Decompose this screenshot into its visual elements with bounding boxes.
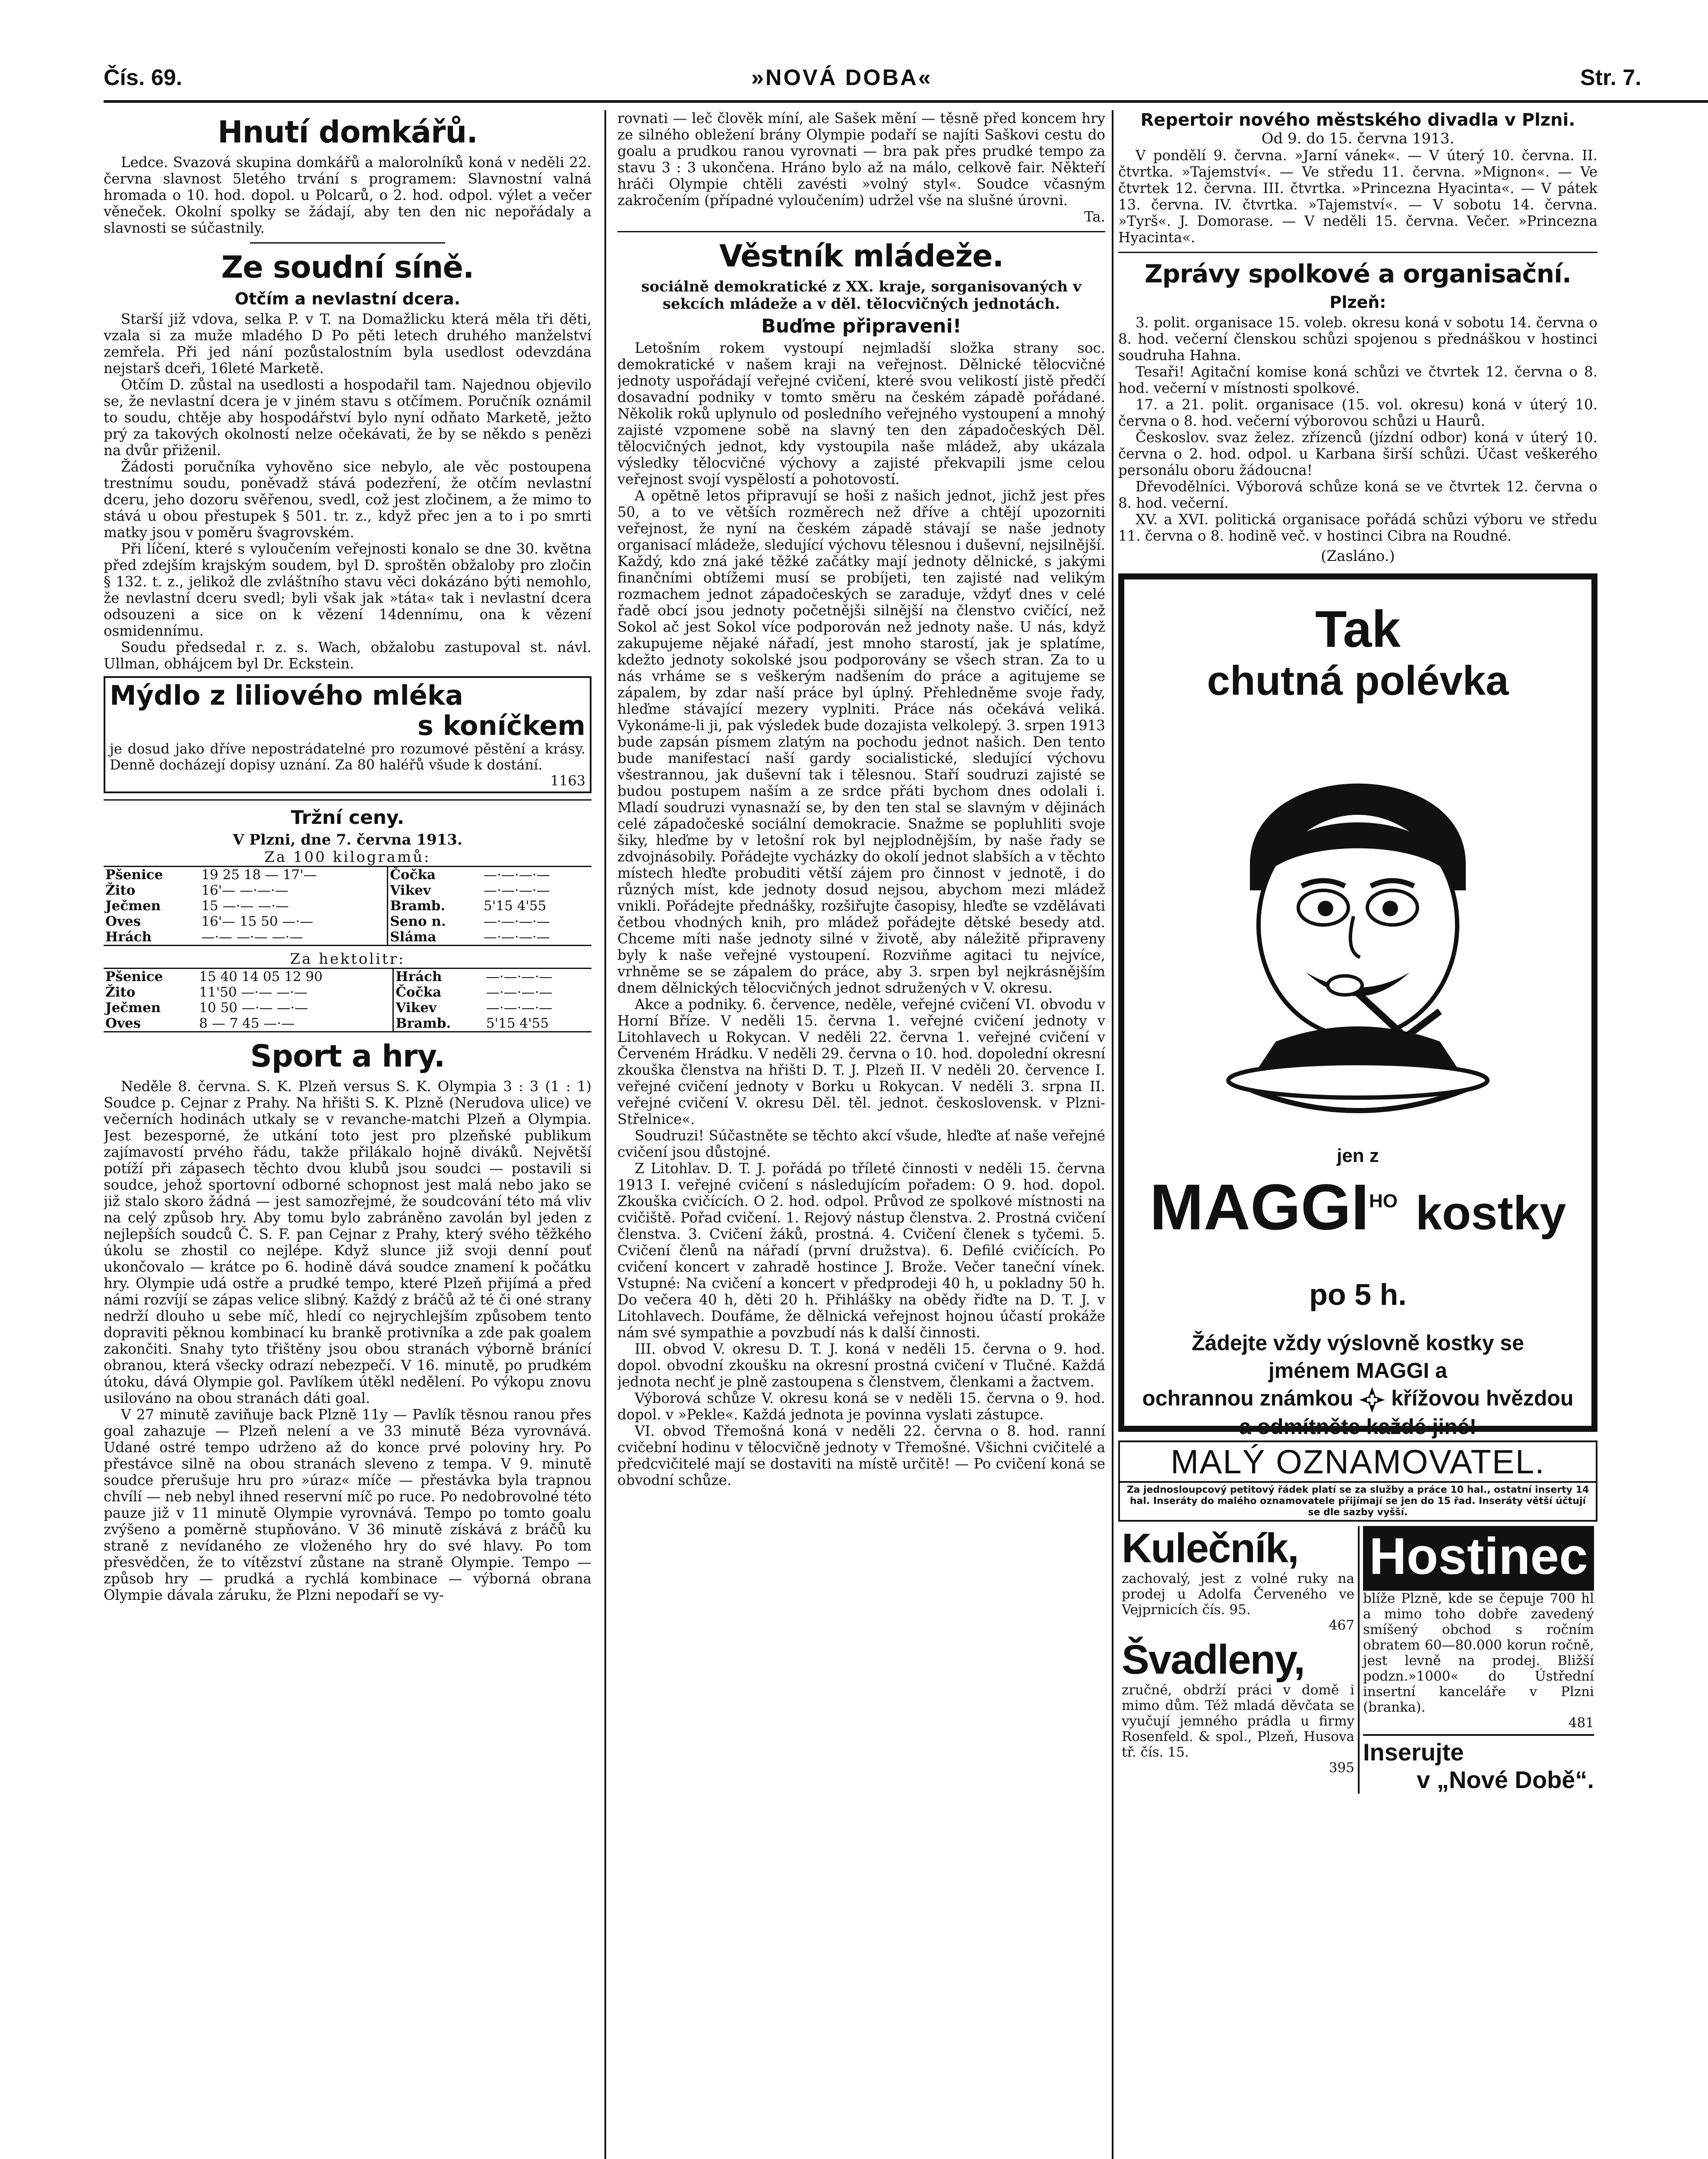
ad-number: 395 — [1328, 1760, 1354, 1776]
classifieds-box — [1118, 1440, 1597, 1522]
column-1 — [104, 110, 591, 2159]
commodity-name: Sláma — [388, 929, 482, 946]
commodity-name: Ječmen — [105, 898, 161, 914]
maggi-kostky: kostky — [1415, 1187, 1566, 1240]
commodity-price: 5'15 4'55 — [484, 1016, 591, 1032]
commodity-price: —·—·—·— — [484, 914, 550, 929]
divider — [250, 242, 445, 244]
soap-advertisement — [104, 676, 591, 793]
ad-text: zachovalý, jest z volné ruky na prodej u Adolfa Červeného ve Vejprnicích čís. 95. — [1122, 1571, 1354, 1618]
section-subtitle: sociálně demokratické z XX. kraje, sorganisovaných v sekcích mládeže a v děl. tělocvičných jednotách. — [641, 278, 1082, 313]
column-3 — [1118, 110, 1597, 2159]
ad-text: blíže Plzně, kde se čepuje 700 hl a mimo toho dobře zavedený smíšený obchod s ročním obratem 60—80.000 korun ročně, jest levně na prodej. Bližší podzn.»1000« do Ústřední insertní kanceláře v Plzni (branka). — [1363, 1591, 1594, 1715]
article-paragraph: rovnati — leč člověk míní, ale Sašek mění — těsně před koncem hry ze silného obležení brány Olympie podaří se najíti Saškovi cestu do goalu a prudkou ranou vyrovnati — bra pak přes prudké tempo za stavu 3 : 3 ukončena. Hráno bylo až na málo, celkově fair. Někteří hráči Olympie chtěli zavésti »volný styl«. Soudce včasným zakročením (případné vyloučením) udržel vše na slušné úrovni. — [617, 110, 1105, 209]
commodity-price: —·— —·— —·— — [199, 929, 388, 946]
article-paragraph: A opětně letos připravují se hoši z našich jednot, jichž jest přes 50, a to ve větších rozměrech než dříve a chtějí upozorniti veřejnost, že nyní na českém západě stávají se naše jednoty organisací mládeže, sledující výchovu tělesnou i duševní, nejsilnější. Každý, kdo zná jaké těžké začátky mají jednoty dělnické, s jakými finančními obtížemi musí se probíjeti, ten zajisté nad velikým rozmachem jednot západočeských se zaraduje, vždyť dnes v celé řadě obcí jsou jednoty početnějši silnější na členstvo cvičící, než Sokol ač jest Sokol více podporován než jednoty naše. U nás, když zakupujeme nějaké nářadí, jest mnoho starostí, jak je splatíme, kdežto jednoty sokolské jsou podporovány se všech stran. Za to u nás vrháme se s veškerým nadšením do práce a agitujeme se zápalem, by zdar naší práce byl úplný. Přehledněme svoje řady, hleďme stávající mezery vyplniti. Práce nás očekává veliká. Vykonáme-li ji, pak výsledek bude dozajista velkolepý. 3. srpen 1913 bude zapsán písmem zlatým na pochodu jednot našich. Den tento bude manifestací naší gardy socialistické, sledující výchovu všestrannou, jak duševní tak i tělesnou. Staří soudruzi zajisté se budou postupem naším a ze srdce přáti bychom dnes odolali i. Mladí soudruzi vynasnaží se, by den ten stal se slavným v dějinách celé západočeské sociální demokracie. Snažme se popluhliti svoje šiky, hleďme by v letošní rok byl nejplodnějším, by naše řady se zdvojnásobily. Pořádejte vycházky do okolí jednot slabších a v těchto místech hleďte probuditi větší zájem pro činnost v jednotě, i do různých míst, kde jednoty dosud nejsou, abychom mezi mládež vnikli. Pořádejte přednášky, rozšiřujte časopisy, hleďte se vzdělávati četbou vhodných knih, pro mládež pořádejte dětské besedy atd. Chceme míti naše jednoty silné v životě, aby náležitě připraveny byly k naše veřejné vystoupení. Rozviňme agitaci tu nejvíce, vrhněme se se zápalem do práce, aby 3. srpen byl nejkrásnějším dnem dělnických tělocvičných jednot sdružených v V. okresu. — [617, 488, 1105, 996]
page-header — [104, 65, 1708, 99]
commodity-name: Čočka — [388, 867, 482, 883]
man-eating-soup-illustration — [1164, 709, 1552, 1141]
article-text: Ledce. Svazová skupina domkářů a malorolníků koná v neděli 22. června slavnost 5letého trvání s programem: Slavnostní valná hromada o 10. hod. dopol. u Polcarů, o 2. hod. odpol. výlet a večer věneček. Okolní spolky se žádají, aby ten den nic nepořádaly a slavnosti se súčastnily. — [104, 154, 591, 236]
commodity-name: Oves — [104, 1016, 197, 1032]
ad-text: je dosud jako dříve nepostrádatelné pro rozumové pěstění a krásy. Denně docházejí dopisy uznání. Za 80 haléřů všude k dostání. — [110, 741, 585, 773]
commodity-name: Čočka — [393, 985, 484, 1000]
commodity-price: —·—·—·— — [486, 985, 553, 1000]
column-2 — [617, 110, 1105, 2159]
divider — [1118, 252, 1597, 253]
issue-number: Čís. 69. — [104, 65, 183, 90]
article-paragraph: Při líčení, které s vyloučením veřejnosti konalo se dne 30. května před zdejším krajským soudem, byl D. sproštěn obžaloby pro zločin § 132. t. z., jelikož dle zvláštního stavu věci dokázáno býti nemohlo, že nevlastní dceru svedl; byli však jak »táta« tak i nevlastní dcera odsouzeni a sice on k vězení 14dennímu, ona k vězení osmidennímu. — [104, 541, 591, 639]
commodity-name: Ječmen — [105, 1000, 161, 1016]
ad-number: 467 — [1328, 1618, 1354, 1633]
commodity-price: 11'50 —·— —·— — [199, 985, 307, 1000]
price-row — [104, 883, 591, 898]
maggi-sup: HO — [1369, 1190, 1398, 1212]
price-row — [104, 867, 591, 883]
commodity-price: 10 50 —·— —·— — [199, 1000, 308, 1016]
commodity-name: Oves — [105, 914, 141, 929]
ad-text: ochrannou známkou — [1142, 1386, 1354, 1410]
price-table — [104, 968, 591, 1032]
commodity-price: 16'— —·—·— — [201, 883, 288, 898]
section-subtitle: Otčím a nevlastní dcera. — [234, 289, 461, 308]
commodity-price: 5'15 4'55 — [484, 898, 547, 914]
article-paragraph: XV. a XVI. politická organisace pořádá schůzi výboru ve středu 11. června o 8. hodině več. v hostinci Cibra na Roudné. — [1118, 511, 1597, 544]
article-paragraph: Výborová schůze V. okresu koná se v neděli 15. června o 9. hod. dopol. v »Pekle«. Každá jednota je povinna vyslati zástupce. — [617, 1390, 1105, 1423]
market-date: V Plzni, dne 7. června 1913. — [233, 831, 462, 848]
divider — [104, 799, 591, 801]
ad-headline: Mýdlo z liliového mléka — [110, 680, 463, 711]
commodity-price: 19 25 18 — 17'— — [199, 867, 388, 883]
ad-headline: chutná polévka — [1207, 658, 1509, 704]
zaslano-label: (Zasláno.) — [1321, 548, 1395, 565]
commodity-name: Pšenice — [104, 867, 199, 883]
article-paragraph: Letošním rokem vystoupí nejmladší složka strany soc. demokratické v našem kraji na veřejnost. Dělnické tělocvičné jednoty uspořádají veřejné cvičení, které svou velikostí jistě předčí dosavadní podniky v tomto směru na českém západě pořádané. Několik roků uplynulo od posledního veřejného vystoupení a mnohý zajisté vzpomene sobě na slavný ten den západočeských Děl. tělocvičných jednot, kdy vystoupila naše mládež, aby ukázala výsledky tělocvičné výchovy a zajisté překvapili jsme celou veřejnost svojí vyspělostí a pohotovostí. — [617, 340, 1105, 488]
section-title-vestnik: Věstník mládeže. — [719, 238, 1004, 274]
commodity-price: 15 —·— —·— — [201, 898, 289, 914]
article-paragraph: Starší již vdova, selka P. v T. na Domažlicku která měla tři děti, vzala si za muže mladého D Po pěti letech druhého manželství zemřela. Při jed nání pozůstalostním byla usedlost odevzdána nejstarš dceři, 16leté Marketě. — [104, 311, 591, 377]
article-paragraph: V pondělí 9. června. »Jarní vánek«. — V úterý 10. června. II. čtvrtka. »Tajemství«. — Ve středu 11. června. »Mignon«. — Ve čtvrtek 12. června. III. čtvrtka. »Princezna Hyacinta«. — V pátek 13. června. IV. čtvrtka. »Tajemství«. — V sobotu 14. června. »Tyrš«. J. Domorase. — V neděli 15. června. Večer. »Princezna Hyacinta«. — [1118, 147, 1597, 246]
ad-text: Žádejte vždy výslovně kostky se — [1192, 1331, 1524, 1355]
market-unit: Za 100 kilogramů: — [264, 848, 431, 866]
commodity-name: Žito — [105, 985, 136, 1000]
price-row — [104, 929, 591, 946]
price-row — [104, 898, 591, 914]
commodity-name: Hrách — [393, 969, 484, 985]
paper-name: »NOVÁ DOBA« — [751, 65, 933, 90]
ad-headline: Hostinec — [1363, 1526, 1594, 1591]
commodity-name: Bramb. — [388, 898, 482, 914]
ad-text: jen z — [1337, 1145, 1379, 1166]
article-signature: Ta. — [1084, 209, 1105, 225]
article-paragraph: Žádosti poručníka vyhověno sice nebylo, ale věc postoupena trestnímu soudu, poněvadž stává podezření, že otčím nevlastní dceru, jeho dozoru svěřenou, svedl, což jest zločinem, a že mimo to stává u obou přestupek § 501. tr. z., když přec jen a to i po smrti matky jsou v poměru švagrovském. — [104, 459, 591, 541]
price-row — [104, 1000, 591, 1016]
article-paragraph: III. obvod V. okresu D. T. J. koná v neděli 15. června o 9. hod. dopol. obvodní zkoušku na okresní prostná cvičení v Tlučné. Každá jednota nechť je plně zastoupena s členstvem, členkami a žactvem. — [617, 1341, 1105, 1390]
article-paragraph: Dřevodělníci. Výborová schůze koná se ve čtvrtek 12. června o 8. hod. večerní. — [1118, 478, 1597, 511]
article-paragraph: Akce a podniky. 6. července, neděle, veřejné cvičení VI. obvodu v Horní Bříze. V neděli 15. června 1. veřejné cvičení jednoty v Litohlavech u Rokycan. V neděli 22. června 1. veřejné cvičení v Červeném Hrádku. V neděli 29. června o 10. hod. dopolední okresní zkouška členstva na hřišti D. T. J. Plzeň II. V neděli 20. července I. veřejné cvičení jednoty v Borku u Rokycan. V neděli 3. srpna II. veřejné cvičení V. okresu Děl. těl. jednot. československ. v Plzni-Střelnice«. — [617, 996, 1105, 1127]
section-title-market: Tržní ceny. — [291, 807, 405, 829]
commodity-name: Pšenice — [104, 969, 197, 985]
maggi-price: po 5 h. — [1309, 1278, 1407, 1311]
ad-text: křížovou hvězdou — [1391, 1386, 1574, 1410]
commodity-name: Vikev — [388, 883, 482, 898]
article-paragraph: Českoslov. svaz želez. zřízenců (jízdní odbor) koná v úterý 10. června o 2. hod. odpol. u Karbana širší schůzi. Účast veškerého personálu oboru žádoucna! — [1118, 429, 1597, 478]
section-title-repertoir: Repertoir nového městského divadla v Plzni. — [1140, 110, 1575, 130]
maggi-brand: MAGGI — [1149, 1171, 1370, 1243]
article-paragraph: V 27 minutě zaviňuje back Plzně 11y — Pavlík těsnou ranou přes goal zahazuje — Plzeň nelení a ve 33 minutě Béza vyrovnává. Udané ostré tempo udrženo až do konce prvé poloviny hry. Po přestávce silně na obou stranách sleveno z tempa. V 9. minutě soudce přerušuje hru pro »úraz« míče — přestávka byla trapnou chvílí — neb nebyl ihned reservní míč po ruce. Po nedobrovolné této pauze již v 11 minutě Olympie vyrovnává. Tempo po tomto goalu zvýšeno a poměrně stupňováno. V 36 minutě získává z bráčů ku straně z nevídaného ze vloženého hry do své hlavy. Po tom přesvědčen, že to vítězství zůstane na straně Olympie. Tempo — způsob hry — prudká a rychlá kombinace — výborná obrana Olympie dávala záruku, že Plzni nepodaří se vy- — [104, 1406, 591, 1603]
price-row — [104, 914, 591, 929]
section-title-hnuti: Hnutí domkářů. — [218, 114, 478, 150]
classified-ads — [1118, 1526, 1597, 1794]
article-headline: Buďme připraveni! — [761, 315, 962, 337]
ad-headline: Kulečník, — [1122, 1525, 1298, 1571]
article-paragraph: Soudruzi! Súčastněte se těchto akcí všude, hleďte ať naše veřejné cvičení jsou důstojné. — [617, 1127, 1105, 1160]
commodity-name: Žito — [105, 883, 136, 898]
ad-headline: Tak — [1315, 600, 1401, 658]
maggi-advertisement — [1118, 573, 1597, 1439]
ad-headline: Švadleny, — [1122, 1637, 1305, 1683]
column-divider — [604, 110, 606, 2159]
article-paragraph: VI. obvod Třemošná koná v neděli 22. června o 8. hod. ranní cvičební hodinu v tělocvičně jednoty v Třemošné. Všichni cvičitelé a předcvičitelé mají se dostaviti na místě určitě! — Po cvičení koná se obvodní schůze. — [617, 1423, 1105, 1488]
ad-number: 1163 — [550, 772, 585, 789]
classified-column — [1358, 1526, 1597, 1794]
price-row — [104, 1016, 591, 1032]
page-number: Str. 7. — [1580, 65, 1642, 90]
maggi-brand-line — [1133, 1167, 1583, 1329]
section-title-sport: Sport a hry. — [250, 1038, 445, 1074]
classifieds-subtitle: Za jednosloupcový petitový řádek platí se za služby a práce 10 hal., ostatní inserty 14 hal. Inseráty do malého oznamovatele přijímají se jen do 15 řad. Inseráty větší účtují se dle sazby vyšší. — [1126, 1485, 1589, 1518]
commodity-price: —·—·—·— — [484, 883, 550, 898]
ad-text: jménem MAGGI a — [1268, 1358, 1447, 1383]
article-paragraph: Z Litohlav. D. T. J. pořádá po tříleté činnosti v neděli 15. června 1913 I. veřejné cvičení s následujícím pořadem: O 9. hod. dopol. Zkouška cvičících. O 2. hod. odpol. Průvod ze spolkové místnosti na cvičiště. Pořad cvičení. 1. Rejový nástup členstva. 2. Prostná cvičení členstva. 3. Cvičení žáků, prostná. 4. Cvičení členek s tyčemi. 5. Cvičení členů na nářadí (první družstva). 6. Defilé cvičících. Po cvičení koncert v zahradě hostince J. Brože. Večer taneční vínek. Vstupné: Na cvičení a koncert v předprodeji 40 h, u pokladny 50 h. Do večera 40 h, děti 20 h. Přihlášky na obědy řiďte na D. T. J. v Litohlavech. Doufáme, že dělnická veřejnost hojnou účastí prokáže nám své sympathie a povzbudí nás k další činnosti. — [617, 1160, 1105, 1341]
section-subtitle: Od 9. do 15. června 1913. — [1261, 130, 1455, 147]
price-table — [104, 866, 591, 946]
ad-text: a odmítněte každé jiné! — [1239, 1414, 1477, 1439]
price-row — [104, 969, 591, 985]
commodity-price: —·—·—·— — [486, 1000, 553, 1016]
commodity-name: Vikev — [393, 1000, 484, 1016]
commodity-price: 8 — 7 45 —·— — [197, 1016, 393, 1032]
column-divider — [1112, 110, 1113, 2159]
ad-text: zručné, obdrží práci v domě i mimo dům. Též mladá děvčata se vyučují jemného prádla u firmy Rosenfeld. & spol., Plzeň, Husova tř. čís. 15. — [1122, 1682, 1354, 1760]
article-paragraph: Soudu předsedal r. z. s. Wach, obžalobu zastupoval st. návl. Ullman, obhájcem byl Dr. Eckstein. — [104, 639, 591, 672]
cross-star-icon — [1359, 1387, 1385, 1413]
article-paragraph: Otčím D. zůstal na usedlosti a hospodařil tam. Najednou objevilo se, že nevlastní dcera je v jiném stavu s otčímem. Poručník oznámil to soudu, chtěje aby hospodářství bylo nyní odňato Marketě, ježto prý za takových okolností nelze očekávati, že by se někdo s penězi na dvůr přiženil. — [104, 377, 591, 459]
classified-column — [1118, 1526, 1358, 1794]
commodity-name: Bramb. — [393, 1016, 484, 1032]
article-paragraph: 17. a 21. polit. organisace (15. vol. okresu) koná v úterý 10. června o 8. hod. večerní výborovou schůzi u Haurů. — [1118, 396, 1597, 429]
commodity-price: 16'— 15 50 —·— — [201, 914, 313, 929]
article-paragraph: 3. polit. organisace 15. voleb. okresu koná v sobotu 14. června o 8. hod. večerní členskou schůzi spojenou s přednáškou v hostinci soudruha Hahna. — [1118, 314, 1597, 364]
commodity-price: 15 40 14 05 12 90 — [197, 969, 393, 985]
commodity-name: Seno n. — [388, 914, 482, 929]
ad-number: 481 — [1568, 1715, 1594, 1731]
price-row — [104, 985, 591, 1000]
ad-headline: Inserujte — [1363, 1738, 1464, 1766]
commodity-price: —·—·—·— — [482, 929, 591, 946]
section-title-soud: Ze soudní síně. — [221, 250, 474, 285]
article-paragraph: Neděle 8. června. S. K. Plzeň versus S. K. Olympia 3 : 3 (1 : 1) Soudce p. Cejnar z Prahy. Na hřišti S. K. Plzně (Nerudova ulice) ve večerních hodinách utkaly se v revanche-matchi Plzeň a Olympia. Jest bezesporné, že utkání toto jest pro plzeňské publikum zajímavostí prvého řádu, takže přilákalo hojně diváků. Největší potíží při zápasech těchto dvou klubů jsou soudci — postavili si soudce, jehož sportovní odborné schopnost jest malá nebo jako se již stalo skoro žádná — jest samozřejmé, že soudcování této má vliv na celý způsob hry. Aby tomu bylo zabráněno zavolán byl jeden z nejlepších soudců Č. S. F. pan Cejnar z Prahy, který svého těžkého úkolu se zhostil co nejlépe. Když slunce již svoji denní pouť ukončovalo — krátce po 6. hodině dává soudce znamení k počátku hry. Olympie udá ostře a prudké tempo, které Plzeň přijímá a před námi rozvíjí se zápas velice slibný. Každý z bráčů až té či oné strany nedrží dlouho u sebe míč, hledí co nejrychlejším způsobem tento dopraviti pěknou kombinací ku brankě protivníka a zde pak goalem zakončiti. Snahy tyto třištěny jsou obou stranách výborně bránící obranou, která všecky odrazí nebezpečí. V 16. minutě, po prudkém útoku, dává Olympie gol. Pavlíkem útěkl nedělení. Po výkopu znovu usilováno na obou stranách dáti goal. — [104, 1078, 591, 1406]
commodity-name: Hrách — [104, 929, 199, 946]
article-paragraph: Tesaři! Agitační komise koná schůzi ve čtvrtek 12. června o 8. hod. večerní v místnosti spolkové. — [1118, 364, 1597, 396]
market-unit: Za hektolitr: — [290, 950, 405, 968]
section-title-spolky: Zprávy spolkové a organisační. — [1145, 259, 1571, 288]
divider — [617, 231, 1105, 232]
classifieds-title: MALÝ OZNAMOVATEL. — [1120, 1442, 1596, 1483]
section-subtitle: Plzeň: — [1329, 293, 1386, 312]
commodity-price: —·—·—·— — [482, 867, 591, 883]
ad-headline: s koníčkem — [417, 710, 585, 741]
commodity-price: —·—·—·— — [484, 969, 591, 985]
trademark-line — [1133, 1384, 1583, 1413]
header-rule — [104, 100, 1708, 103]
ad-headline: v „Nové Době“. — [1417, 1766, 1594, 1793]
